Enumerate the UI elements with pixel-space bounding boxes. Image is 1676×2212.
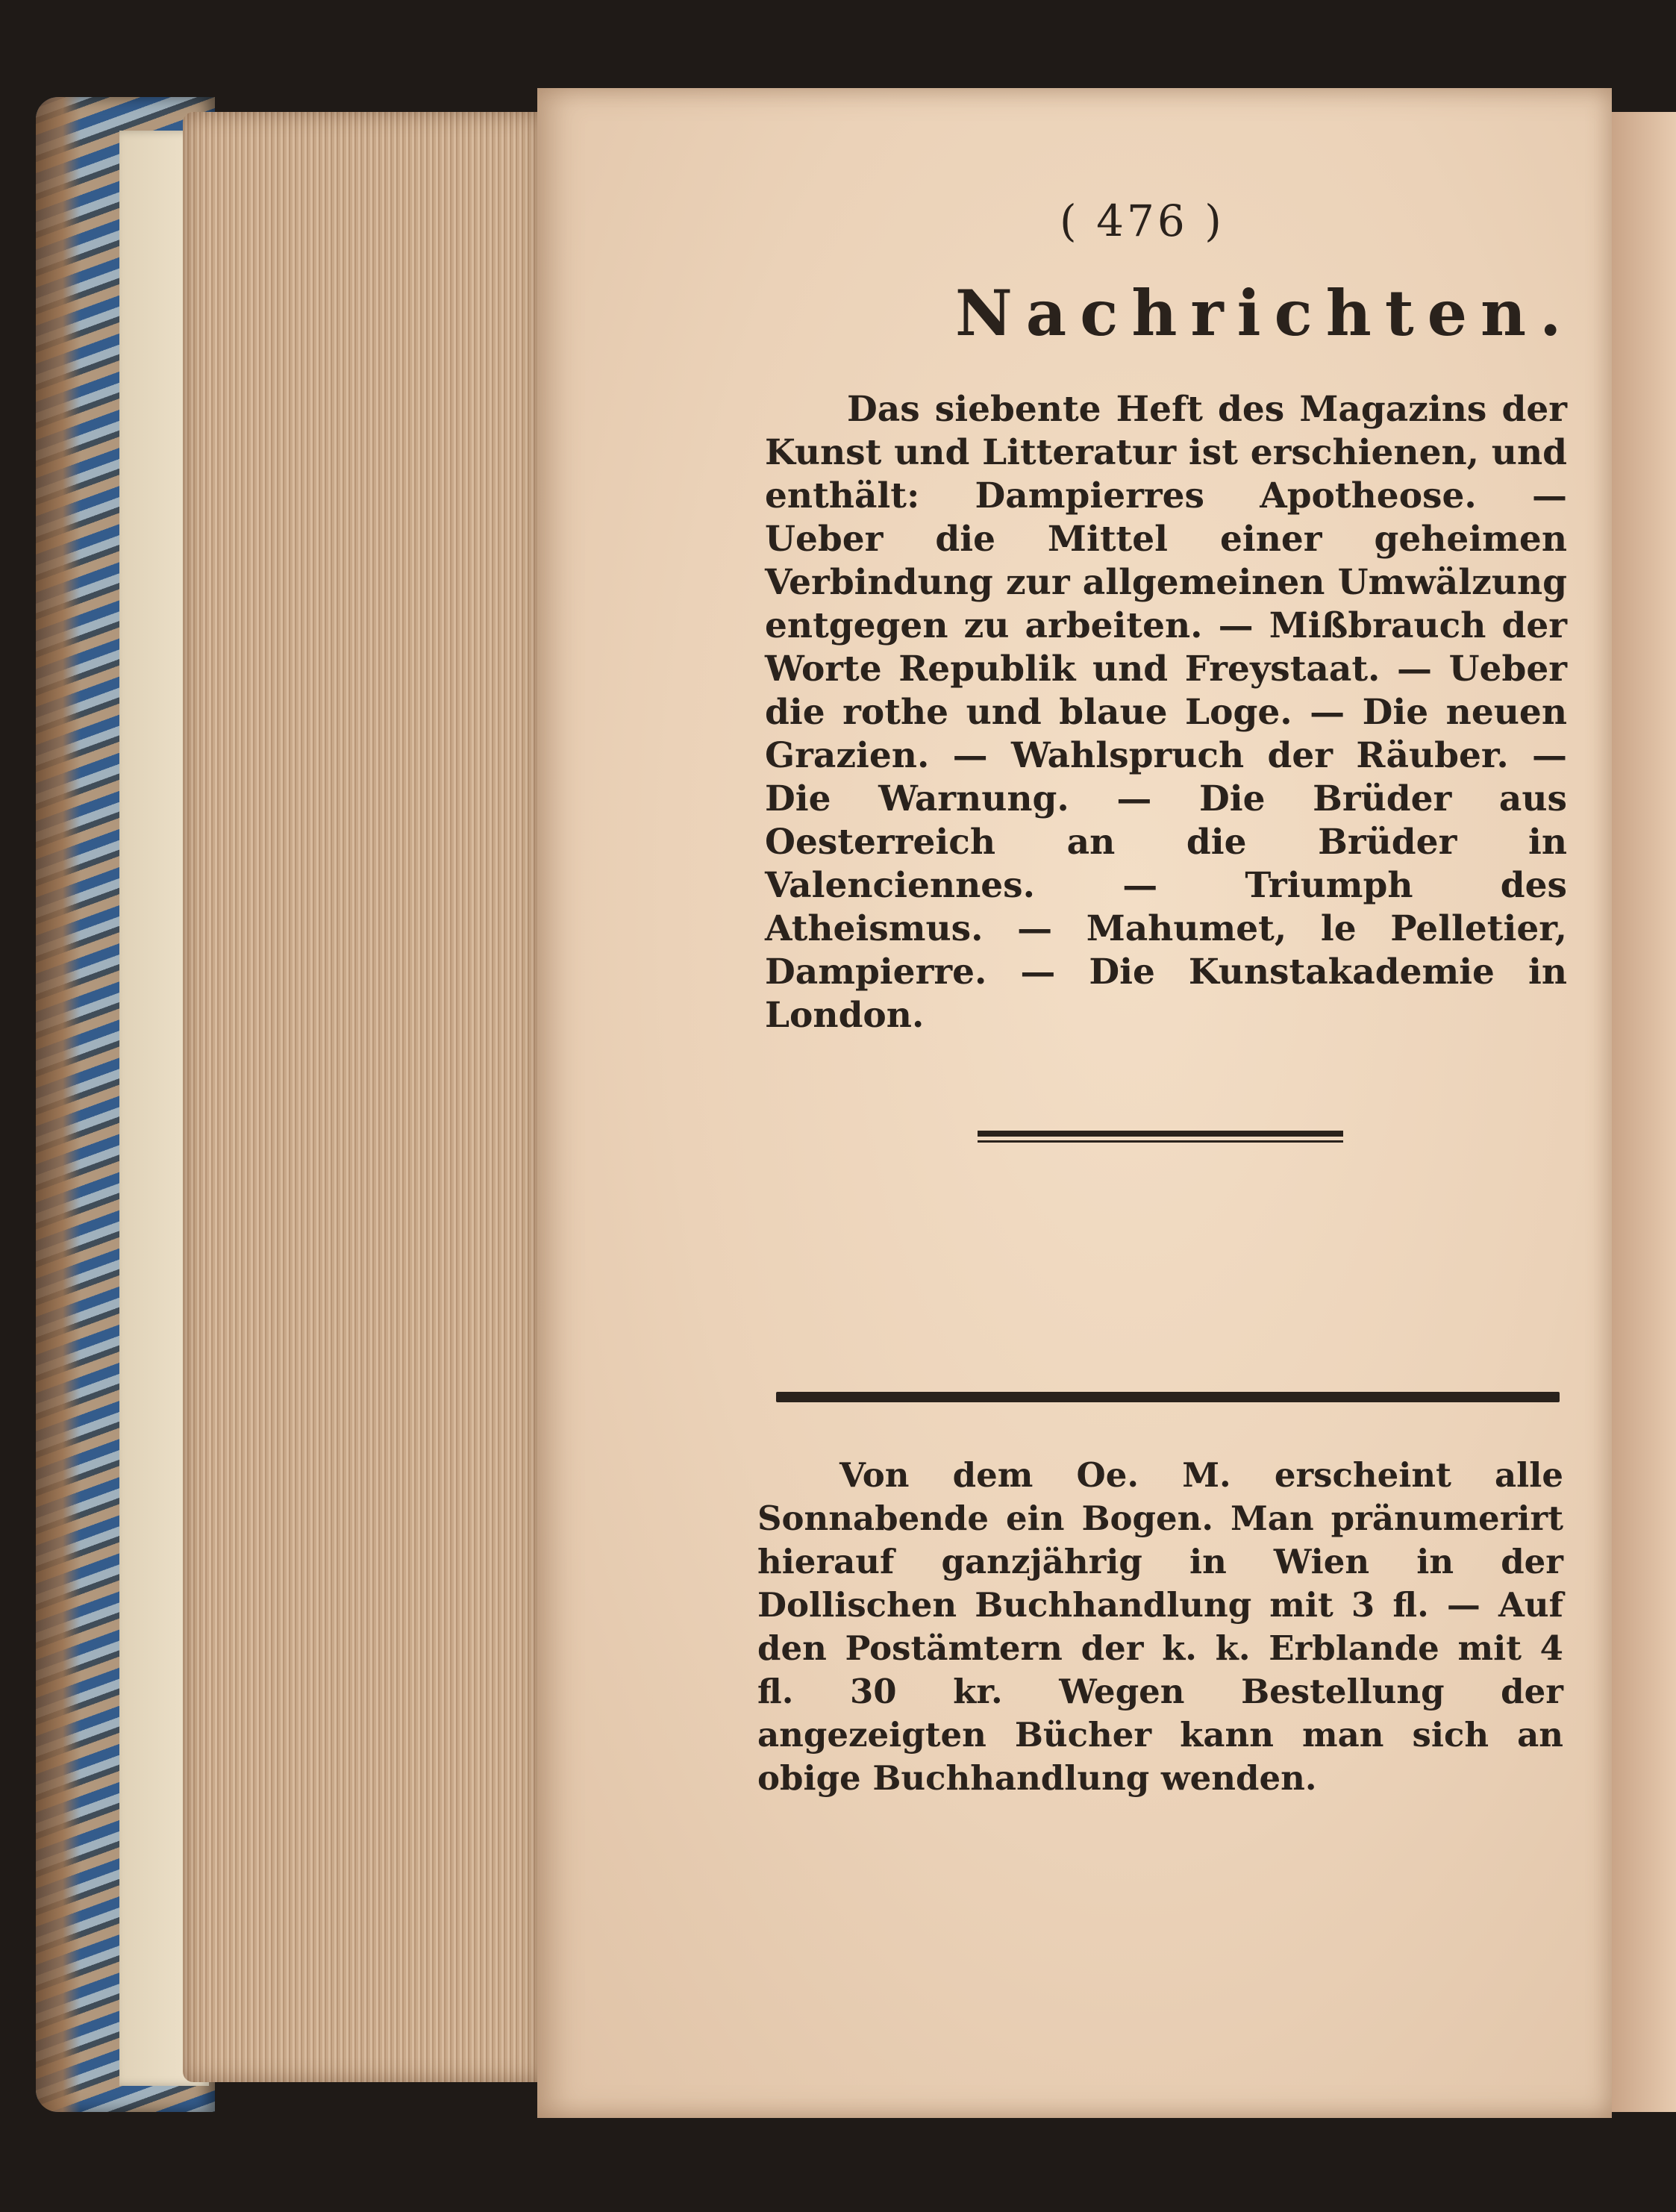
rule-thick-line	[978, 1131, 1343, 1137]
facing-page-edge	[1612, 112, 1676, 2112]
cover-spine-edge	[36, 97, 81, 2112]
page-number: ( 476 )	[1060, 196, 1225, 246]
publication-notice-paragraph: Von dem Oe. M. erscheint alle Sonnabende ein Bogen. Man pränumerirt hierauf ganzjährig in Wien in der Dollischen Buchhandlung mit 3 fl. — Auf den Postämtern der k. k. Erblande mit 4 fl. 30 kr. Wegen Bestellung der angezeigten Bücher kann man sich an obige Buchhandlung wenden.	[757, 1455, 1563, 1798]
rule-thin-line	[978, 1140, 1343, 1143]
double-rule-divider	[978, 1131, 1343, 1144]
page-edges	[183, 112, 541, 2082]
thick-rule-divider	[776, 1392, 1560, 1402]
news-paragraph: Das siebente Heft des Magazins der Kunst und Litteratur ist erschienen, und enthält: Dampierres Apotheose. — Ueber die Mittel einer geheimen Verbindung zur allgemeinen Umwälzung entgegen zu arbeiten. — Mißbrauch der Worte Republik und Freystaat. — Ueber die rothe und blaue Loge. — Die neuen Grazien. — Wahlspruch der Räuber. — Die Warnung. — Die Brüder aus Oesterreich an die Brüder in Valenciennes. — Triumph des Atheismus. — Mahumet, le Pelletier, Dampierre. — Die Kunstakademie in London.	[765, 389, 1567, 1036]
section-heading: Nachrichten.	[955, 276, 1575, 350]
